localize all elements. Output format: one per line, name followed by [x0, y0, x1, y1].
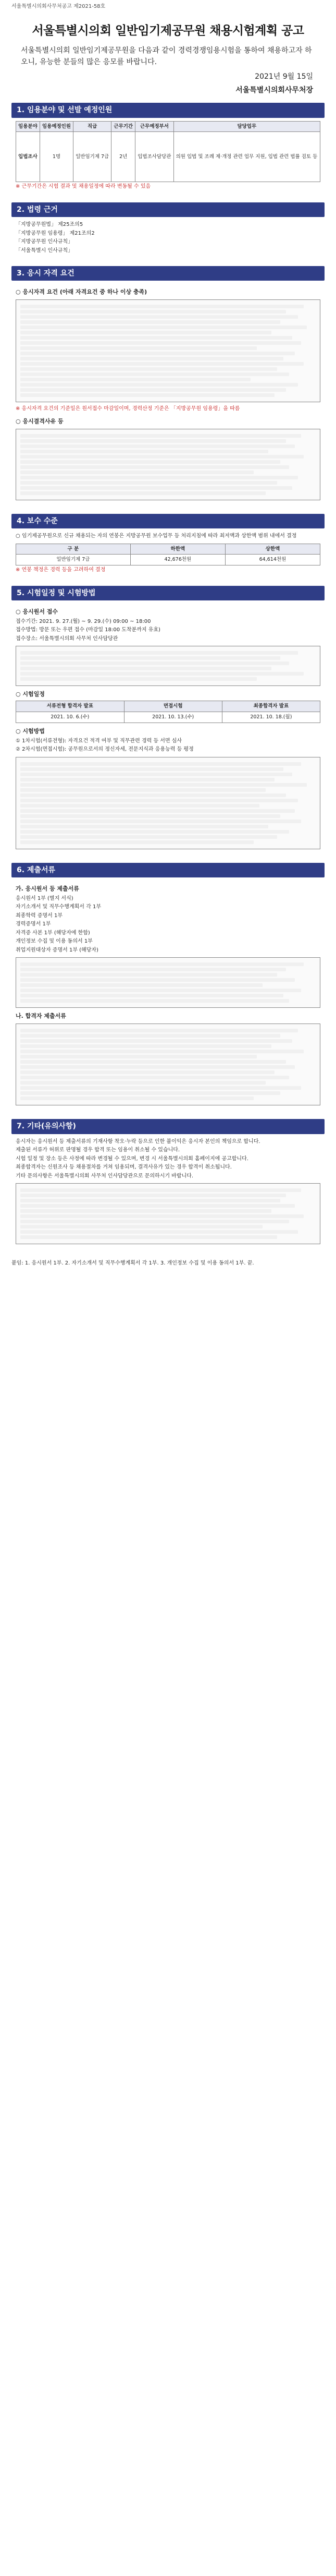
schedule-cell-final: 2021. 10. 18.(월) [222, 712, 320, 723]
section-5-heading: 5. 시험일정 및 시험방법 [11, 586, 325, 600]
final-documents-heading: 나. 합격자 제출서류 [16, 1013, 66, 1020]
schedule-cell-interview: 2021. 10. 13.(수) [124, 712, 222, 723]
salary-note: ※ 연봉 책정은 경력 등을 고려하여 결정 [16, 567, 106, 573]
application-period: 접수기간: 2021. 9. 27.(월) ~ 9. 29.(수) 09:00 ~ 18:00 [16, 618, 151, 624]
document-item: 자기소개서 및 직무수행계획서 각 1부 [16, 904, 101, 910]
salary-table [16, 544, 320, 566]
section-2 [11, 202, 325, 259]
col-grade: 직급 [73, 121, 111, 132]
document-item: 최종학력 증명서 1부 [16, 912, 63, 919]
cell-dept: 입법조사담당관 [135, 132, 173, 182]
cell-count: 1명 [40, 132, 73, 182]
document-item: 자격증 사본 1부 (해당자에 한함) [16, 930, 90, 936]
law-item: 「지방공무원 인사규칙」 [16, 239, 73, 245]
section-6-heading: 6. 제출서류 [11, 863, 325, 877]
application-box [16, 646, 320, 686]
schedule-cell-doc: 2021. 10. 6.(수) [16, 712, 125, 723]
document-item: 개인정보 수집 및 이용 동의서 1부 [16, 938, 93, 945]
law-item: 「지방공무원 임용령」 제21조의2 [16, 230, 95, 236]
application-place: 접수장소: 서울특별시의회 사무처 인사담당관 [16, 635, 118, 642]
col-field: 임용분야 [16, 121, 40, 132]
col-duties: 담당업무 [173, 121, 320, 132]
attachments: 붙임: 1. 응시원서 1부. 2. 자기소개서 및 직무수행계획서 각 1부. 3. 개인정보 수집 및 이용 동의서 1부. 끝. [11, 1260, 254, 1267]
salary-cell-type: 일반임기제 7급 [16, 555, 131, 565]
section-1 [11, 103, 325, 195]
salary-col-max: 상한액 [225, 544, 320, 555]
cell-duties: 의원 입법 및 조례 제·개정 관련 업무 지원, 입법 관련 법률 검토 등 [173, 132, 320, 182]
salary-col-min: 하한액 [130, 544, 225, 555]
schedule-heading: ○ 시험일정 [16, 691, 45, 698]
method-stage-1: ① 1차시험(서류전형): 자격요건 적격 여부 및 직무관련 경력 등 서면 심사 [16, 738, 182, 744]
table-note: ※ 근무기간은 시험 결과 및 채용일정에 따라 변동될 수 있음 [16, 184, 151, 190]
salary-cell-max: 64,614천원 [225, 555, 320, 565]
cell-field: 입법조사 [16, 132, 40, 182]
salary-col-type: 구 분 [16, 544, 131, 555]
notice-date: 2021년 9월 15일 [255, 72, 313, 81]
salary-cell-min: 42,676천원 [130, 555, 225, 565]
notice-item: 최종합격자는 신원조사 등 채용절차를 거쳐 임용되며, 결격사유가 있는 경우 합격이 취소됩니다. [16, 1164, 232, 1171]
documents-box [16, 957, 320, 1008]
disqualification-box [16, 429, 320, 500]
schedule-col-final: 최종합격자 발표 [222, 701, 320, 712]
cell-grade: 일반임기제 7급 [73, 132, 111, 182]
schedule-col-doc: 서류전형 합격자 발표 [16, 701, 125, 712]
law-item: 「서울특별시 인사규칙」 [16, 247, 73, 254]
document-item: 응시원서 1부 (별지 서식) [16, 895, 73, 901]
method-heading: ○ 시험방법 [16, 727, 45, 735]
application-heading: ○ 응시원서 접수 [16, 608, 58, 615]
header-note: 서울특별시의회사무처공고 제2021-58호 [11, 4, 106, 9]
section-2-heading: 2. 법령 근거 [11, 202, 325, 217]
law-item: 「지방공무원법」 제25조의5 [16, 222, 83, 228]
section-7 [11, 1119, 325, 1250]
section-4 [11, 514, 325, 579]
recruitment-table [16, 121, 320, 183]
qualification-heading: ○ 응시자격 요건 (아래 자격요건 중 하나 이상 충족) [16, 288, 147, 296]
document-item: 경력증명서 1부 [16, 921, 51, 928]
qualification-box [16, 299, 320, 402]
col-period: 근무기간 [111, 121, 135, 132]
method-box [16, 757, 320, 849]
signer: 서울특별시의회사무처장 [235, 86, 313, 94]
notice-box [16, 1183, 320, 1244]
notice-title: 서울특별시의회 일반임기제공무원 채용시험계획 공고 [32, 23, 304, 38]
col-dept: 근무예정부서 [135, 121, 173, 132]
qualification-note: ※ 응시자격 요건의 기준일은 원서접수 마감일이며, 경력산정 기준은 「지방공무원 임용령」을 따름 [16, 406, 240, 412]
section-3-heading: 3. 응시 자격 요건 [11, 266, 325, 281]
section-7-heading: 7. 기타(유의사항) [11, 1119, 325, 1134]
notice-item: 응시자는 응시원서 등 제출서류의 기재사항 착오·누락 등으로 인한 불이익은 응시자 본인의 책임으로 합니다. [16, 1138, 260, 1145]
application-method: 접수방법: 방문 또는 우편 접수 (마감일 18:00 도착분까지 유효) [16, 627, 160, 633]
section-1-heading: 1. 임용분야 및 선발 예정인원 [11, 103, 325, 117]
final-documents-box [16, 1024, 320, 1105]
documents-heading: 가. 응시원서 등 제출서류 [16, 885, 79, 893]
disqualification-heading: ○ 응시결격사유 등 [16, 417, 64, 425]
col-count: 임용예정인원 [40, 121, 73, 132]
cell-period: 2년 [111, 132, 135, 182]
notice-item: 제출된 서류가 허위로 판명될 경우 합격 또는 임용이 취소될 수 있습니다. [16, 1147, 180, 1153]
section-5 [11, 586, 325, 856]
method-stage-2: ② 2차시험(면접시험): 공무원으로서의 정신자세, 전문지식과 응용능력 등 평정 [16, 747, 194, 753]
section-6 [11, 863, 325, 1112]
salary-text: ○ 임기제공무원으로 신규 채용되는 자의 연봉은 지방공무원 보수업무 등 처리지침에 따라 최저액과 상한액 범위 내에서 결정 [16, 533, 297, 539]
section-4-heading: 4. 보수 수준 [11, 514, 325, 528]
notice-item: 시험 일정 및 장소 등은 사정에 따라 변경될 수 있으며, 변경 시 서울특별시의회 홈페이지에 공고합니다. [16, 1155, 248, 1162]
section-3 [11, 266, 325, 507]
schedule-col-interview: 면접시험 [124, 701, 222, 712]
notice-item: 기타 문의사항은 서울특별시의회 사무처 인사담당관으로 문의하시기 바랍니다. [16, 1173, 194, 1179]
document-item: 취업지원대상자 증명서 1부 (해당자) [16, 947, 98, 953]
intro-text: 서울특별시의회 일반임기제공무원을 다음과 같이 경력경쟁임용시험을 통하여 채용하고자 하오니, 유능한 분들의 많은 응모를 바랍니다. [21, 46, 312, 67]
schedule-table [16, 701, 320, 723]
